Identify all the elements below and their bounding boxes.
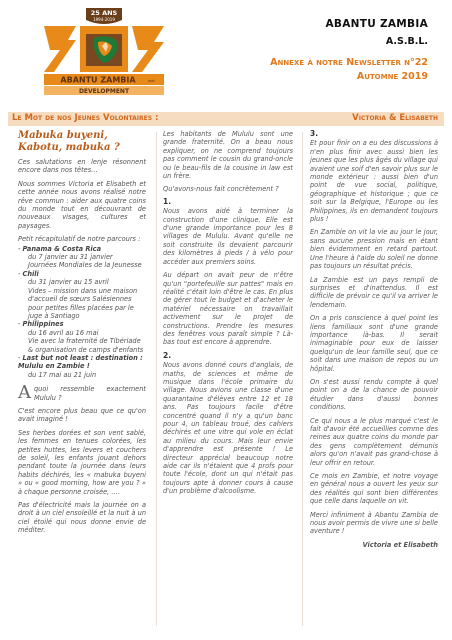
annex-title	[270, 56, 428, 84]
paragraph: Et pour finir on a eu des discussions à n'en plus finir avec aussi bien les jeunes que les plus âgés du village qui avaient une soif d'en savoir plus sur le monde extérieur : aussi bien d'un point de vue social, politique, géographique et historique ; que ce soit sur la Belgique, l'Europe ou les Philippines, ils en demandent toujours plus !	[310, 139, 438, 224]
list-item-dates: du 31 janvier au 15 avril	[28, 278, 109, 287]
column-3	[310, 130, 438, 549]
itinerary-list	[18, 245, 146, 380]
paragraph: Petit récapitulatif de notre parcours :	[18, 235, 141, 244]
annex-newsletter: Annexe à notre Newsletter n°22	[270, 57, 428, 68]
list-item-dates: du 16 avril au 16 mai	[28, 328, 99, 337]
list-item-detail: Vie avec la fraternité de Tibériade & organisation de camps d'enfants	[28, 337, 144, 354]
greeting	[18, 130, 146, 154]
org-block	[325, 18, 428, 47]
logo-name: ABANTU ZAMBIA	[60, 75, 136, 85]
signature: Victoria et Elisabeth	[362, 540, 438, 549]
org-asbl: A.S.B.L.	[385, 36, 428, 47]
section-band	[8, 112, 444, 126]
list-item: - Last but not least : destination : Mululu en Zambie !	[18, 353, 143, 371]
logo-development: DEVELOPMENT	[78, 88, 130, 95]
paragraph-dropcap: Aquoi ressemble exactement Mululu ?	[18, 382, 146, 404]
section-authors: Victoria & Elisabeth	[352, 113, 438, 123]
paragraph: Qu'avons-nous fait concrètement ?	[163, 185, 279, 194]
paragraph: C'est encore plus beau que ce qu'on avait imaginé !	[18, 406, 146, 424]
list-item-detail: Vides – mission dans une maison d'accueil de sœurs Salésiennes pour petites filles placées par le juge à Santiago	[28, 286, 138, 320]
list-item-detail: Journées Mondiales de la Jeunesse	[28, 261, 142, 270]
logo-years: 1994-2019	[93, 17, 115, 22]
abantu-zambia-logo	[36, 6, 172, 98]
paragraph: Ce qui nous a le plus marqué c'est le fait d'avoir été accueillies comme des reines aux quatre coins du monde par des gens complètement démunis alors qu'on n'avait pas grand-chose à leur offrir en retour.	[310, 416, 438, 467]
paragraph: Les habitants de Mululu sont une grande fraternité. On a beau nous expliquer, on ne comprend toujours pas comment le cousin du grand-oncle ou le beau-fils de la cousine in law est un frère.	[163, 130, 293, 181]
logo-asbl: asbl	[148, 79, 155, 83]
paragraph: Nous avons aidé à terminer la construction d'une clinique. Elle est d'une grande importance pour les 8 villages de Mululu. Avant qu'elle ne soit construite ils devaient parcourir des kilomètres à pieds / à vélo pour accéder aux premiers soins.	[163, 207, 293, 266]
paragraph: Ces salutations en lenje résonnent encore dans nos têtes…	[18, 158, 146, 175]
logo-graphic	[36, 6, 172, 98]
logo-anniversary: 25 ANS	[90, 9, 118, 17]
paragraph: Nous sommes Victoria et Elisabeth et cette année nous avons réalisé notre rêve commun : aider aux quatre coins du monde tout en découvrant de nouveaux visages, cultures et paysages.	[18, 179, 146, 230]
list-item: - Panama & Costa Rica	[18, 244, 102, 253]
paragraph: Ses herbes dorées et son vent sablé, les femmes en tenues colorées, les petites huttes, les levers et couchers de soleil, les enfants jouant dehors pendant toute la journée dans leurs habits déchirés, les « mabuka buyeni » ou « good morning, how are you ? » à chaque personne croisée, ….	[18, 428, 146, 496]
org-name: ABANTU ZAMBIA	[325, 18, 428, 30]
greeting-line-2: Kabotu, mabuka ?	[18, 142, 120, 153]
section-number: 2.	[163, 350, 172, 360]
section-title: Le Mot de nos Jeunes Volontaires :	[12, 113, 159, 123]
paragraph: On s'est aussi rendu compte à quel point on a de la chance de pouvoir étudier dans d'aussi bonnes conditions.	[310, 377, 438, 412]
annex-season: Automne 2019	[356, 71, 428, 82]
paragraph: Pas d'électricité mais la journée on a droit à un ciel ensoleillé et la nuit à un ciel étoilé qui nous donne envie de méditer.	[18, 501, 146, 535]
paragraph: Merci infiniment à Abantu Zambia de nous avoir permis de vivre une si belle aventure !	[310, 510, 438, 536]
section-number: 3.	[310, 129, 319, 138]
paragraph: Ce mois en Zambie, et notre voyage en général nous a ouvert les yeux sur des réalités qui sont bien différentes que celle dans laquelle on vit.	[310, 472, 438, 506]
column-1	[18, 130, 146, 540]
list-item-dates: du 17 mai au 21 juin	[28, 370, 97, 379]
paragraph: La Zambie est un pays rempli de surprises et d'inattendus. Il est difficile de prévoir ce qu'il va arriver le lendemain.	[310, 275, 438, 309]
list-item-dates: du 7 janvier au 31 janvier	[28, 253, 113, 262]
paragraph: En Zambie on vit la vie au jour le jour, sans aucune pression mais en étant bien évidemment en retard partout. Une l'heure à l'aide du soleil ne donne pas toujours un résultat précis.	[310, 228, 438, 271]
column-2	[163, 130, 293, 501]
column-divider	[156, 132, 157, 626]
paragraph: On a pris conscience à quel point les liens familiaux sont d'une grande importance là-bas. Il serait inimaginable pour eux de laisser quelqu'un de leur famille seul, que ce soit dans une maison de repos ou un hôpital.	[310, 314, 438, 373]
paragraph: Nous avons donné cours d'anglais, de maths, de sciences et même de musique dans l'école primaire du village. Nous avions une classe d'une quarantaine d'élèves entre 12 et 18 ans. Pas toujours facile d'être concentré quand il n'y a qu'un banc pour 4, un tableau troué, des cahiers déchirés et une vitre qui vole en éclat au milieu du cours. Mais leur envie d'apprendre est présente ! Le directeur apprécial beaucoup notre aide car ils n'étaient que 4 profs pour toute l'école, dont un qui n'était pas toujours apte à donner cours à cause d'un problème d'alcoolisme.	[163, 361, 293, 496]
section-number: 1.	[163, 196, 172, 206]
dropcap: A	[18, 382, 31, 404]
column-divider	[302, 132, 303, 626]
greeting-line-1: Mabuka buyeni,	[18, 130, 108, 141]
list-item: - Philippines	[18, 320, 64, 329]
list-item: - Chili	[18, 269, 39, 278]
paragraph: Au départ on avait peur de n'être qu'un "portefeuille sur pattes" mais en réalité c'était loin d'être le cas. En plus de gérer tout le budget et d'acheter le matériel nécessaire on travaillait activement sur le projet de constructions. Prendre les mesures des fenêtres vous paraît simple ? Là- bas tout est encore à apprendre.	[163, 271, 293, 347]
